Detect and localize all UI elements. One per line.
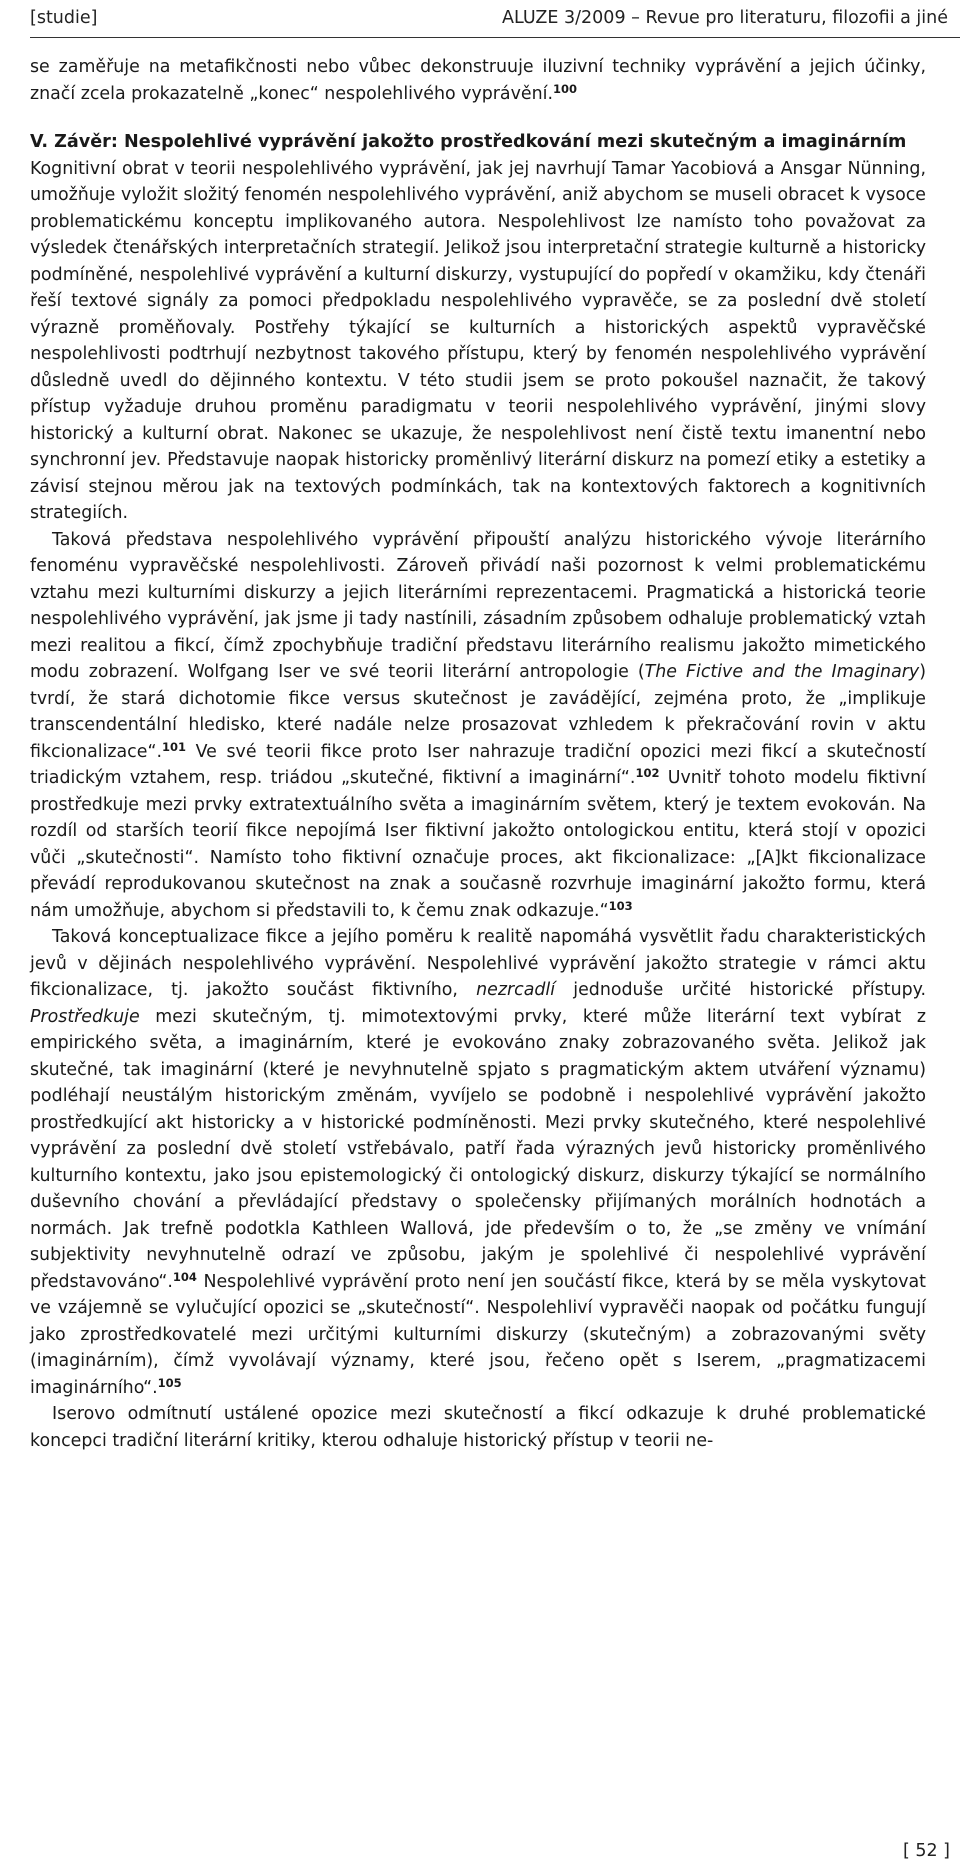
text-run: Kognitivní obrat v teorii nespolehlivého vyprávění, jak jej navrhují Tamar Yacobiová a Ansgar Nünning, umožňuje vyložit složitý fenomén nespolehlivého vyprávění, aniž abychom se museli obracet k vysoce problematickému konceptu implikovaného autora. Nespolehlivost lze namísto toho považovat za výsledek čtenářských interpretačních strategií. Jelikož jsou interpretační strategie kulturně a historicky podmíněné, nespolehlivé vyprávění a kulturní diskurzy, vystupující do popředí v okamžiku, kdy čtenáři řeší textové signály za pomoci předpokladu nespolehlivého vypravěče, se za poslední dvě století výrazně proměňovaly. Postřehy týkající se kulturních a historických aspektů vypravěčské nespolehlivosti podtrhují nezbytnost takového přístupu, který by fenomén nespolehlivého vyprávění důsledně uvedl do dějinného kontextu. V této studii jsem se proto pokoušel naznačit, že takový přístup vyžaduje druhou proměnu paradigmatu v teorii nespolehlivého vyprávění, jinými slovy historický a kulturní obrat. Nakonec se ukazuje, že nespolehlivost není čistě textu imanentní nebo synchronní jev. Představuje naopak historicky proměnlivý literární diskurz na pomezí etiky a estetiky a závisí stejnou měrou jak na textových podmínkách, tak na kontextových faktorech a kognitivních strategiích. <box>30 158 926 523</box>
footnote-ref-100[interactable]: 100 <box>552 81 577 96</box>
article-body <box>30 54 926 1454</box>
text-run: Taková konceptualizace fikce a jejího poměru k realitě napomáhá vysvětlit řadu charakteristických jevů v dějinách nespolehlivého vyprávění. Nespolehlivé vyprávění jakožto strategie v rámci aktu fikcionalizace, tj. jakožto součást fiktivního, <box>30 927 926 1000</box>
footnote-ref-101[interactable]: 101 <box>161 739 186 754</box>
page-number: [ 52 ] <box>902 1841 950 1861</box>
footnote-ref-104[interactable]: 104 <box>172 1269 197 1284</box>
paragraph-1 <box>30 156 926 527</box>
text-run: Nespolehlivé vyprávění proto není jen součástí fikce, která by se měla vyskytovat ve vzájemně se vylučující opozici se „skutečností“. Nespolehliví vypravěči naopak od počátku fungují jako zprostředkovatelé mezi určitými kulturními diskurzy (skutečným) a zobrazovanými světy (imaginárním), čímž vyvolávají významy, které jsou, řečeno opět s Iserem, „pragmatizacemi imaginárního“. <box>30 1271 926 1398</box>
footnote-ref-105[interactable]: 105 <box>157 1375 182 1390</box>
paragraph-intro <box>30 54 926 107</box>
text-run: jednoduše určité historické přístupy. <box>555 980 926 1000</box>
emphasis: nezrcadlí <box>476 980 556 1000</box>
footnote-ref-103[interactable]: 103 <box>608 898 633 913</box>
emphasis: Prostředkuje <box>30 1006 140 1027</box>
section-label: [studie] <box>30 8 98 28</box>
text-run: Iserovo odmítnutí ustálené opozice mezi skutečností a fikcí odkazuje k druhé problematické koncepci tradiční literární kritiky, kterou odhaluje historický přístup v teorii ne- <box>30 1404 926 1451</box>
text-run: ) tvrdí, že stará dichotomie fikce versus skutečnost je zavádějící, zejména proto, že „implikuje transcendentální hledisko, které nadále nelze prosazovat vzhledem k překračování rovin v aktu fikcionalizace“. <box>30 662 926 762</box>
text-run: mezi skutečným, tj. mimotextovými prvky, které může literární text vybírat z empirického světa, a imaginárním, které je evokováno znaky zobrazovaného světa. Jelikož jak skutečné, tak imaginární (které je nevyhnutelně spjato s pragmatickým aktem utváření významu) podléhají neustálým historickým změnám, vyvíjelo se podobně i nespolehlivé vyprávění jakožto prostředkující akt historicky a v historické podmíněnosti. Mezi prvky skutečného, které nespolehlivé vyprávění za poslední dvě století vstřebávalo, patří řada výrazných jevů historicky proměnlivého kulturního kontextu, jako jsou epistemologický či ontologický diskurz, diskurzy týkající se normálního duševního chování a převládající představy o společensky přijímaných morálních hodnotách a normách. Jak trefně podotkla Kathleen Wallová, jde především o to, že „se změny ve vnímání subjektivity nevyhnutelně odrazí ve způsobu, jakým je spolehlivé či nespolehlivé vyprávění představováno“. <box>30 1006 926 1292</box>
text-run: Uvnitř tohoto modelu fiktivní prostředkuje mezi prvky extratextuálního světa a imaginárním světem, který je textem evokován. Na rozdíl od starších teorií fikce nepojímá Iser fiktivní jakožto ontologickou entitu, která stojí v opozici vůči „skutečnosti“. Namísto toho fiktivní označuje proces, akt fikcionalizace: „[A]kt fikcionalizace převádí reprodukovanou skutečnost na znak a současně rozvrhuje imaginární jakožto formu, která nám umožňuje, abychom si představili to, k čemu znak odkazuje.“ <box>30 768 926 921</box>
header-rule <box>30 37 960 38</box>
footnote-ref-102[interactable]: 102 <box>635 766 660 780</box>
book-title: The Fictive and the Imaginary <box>644 662 920 682</box>
text-run: Ve své teorii fikce proto Iser nahrazuje tradiční opozici mezi fikcí a skutečností triadickým vztahem, resp. triádou „skutečné, fiktivní a imaginární“. <box>30 741 926 788</box>
running-header <box>30 0 948 36</box>
text-run: se zaměřuje na metafikčnosti nebo vůbec dekonstruuje iluzivní techniky vyprávění a jejich účinky, značí zcela prokazatelně „konec“ nespolehlivého vyprávění. <box>30 57 926 104</box>
text-run: Taková představa nespolehlivého vyprávění připouští analýzu historického vývoje literárního fenoménu vypravěčské nespolehlivosti. Zároveň přivádí naši pozornost k velmi problematickému vztahu mezi kulturními diskurzy a jejich literárními reprezentacemi. Pragmatická a historická teorie nespolehlivého vyprávění, jak jsme ji tady nastínili, zásadním způsobem odhaluje problematický vztah mezi realitou a fikcí, čímž zpochybňuje tradiční představu literárního realismu jakožto mimetického modu zobrazení. Wolfgang Iser ve své teorii literární antropologie ( <box>30 529 926 682</box>
paragraph-4 <box>30 1401 926 1454</box>
paragraph-3 <box>30 924 926 1401</box>
journal-title: ALUZE 3/2009 – Revue pro literaturu, filozofii a jiné <box>502 8 948 28</box>
section-heading: V. Závěr: Nespolehlivé vyprávění jakožto prostředkování mezi skutečným a imaginárním <box>30 132 907 152</box>
paragraph-2 <box>30 527 926 925</box>
